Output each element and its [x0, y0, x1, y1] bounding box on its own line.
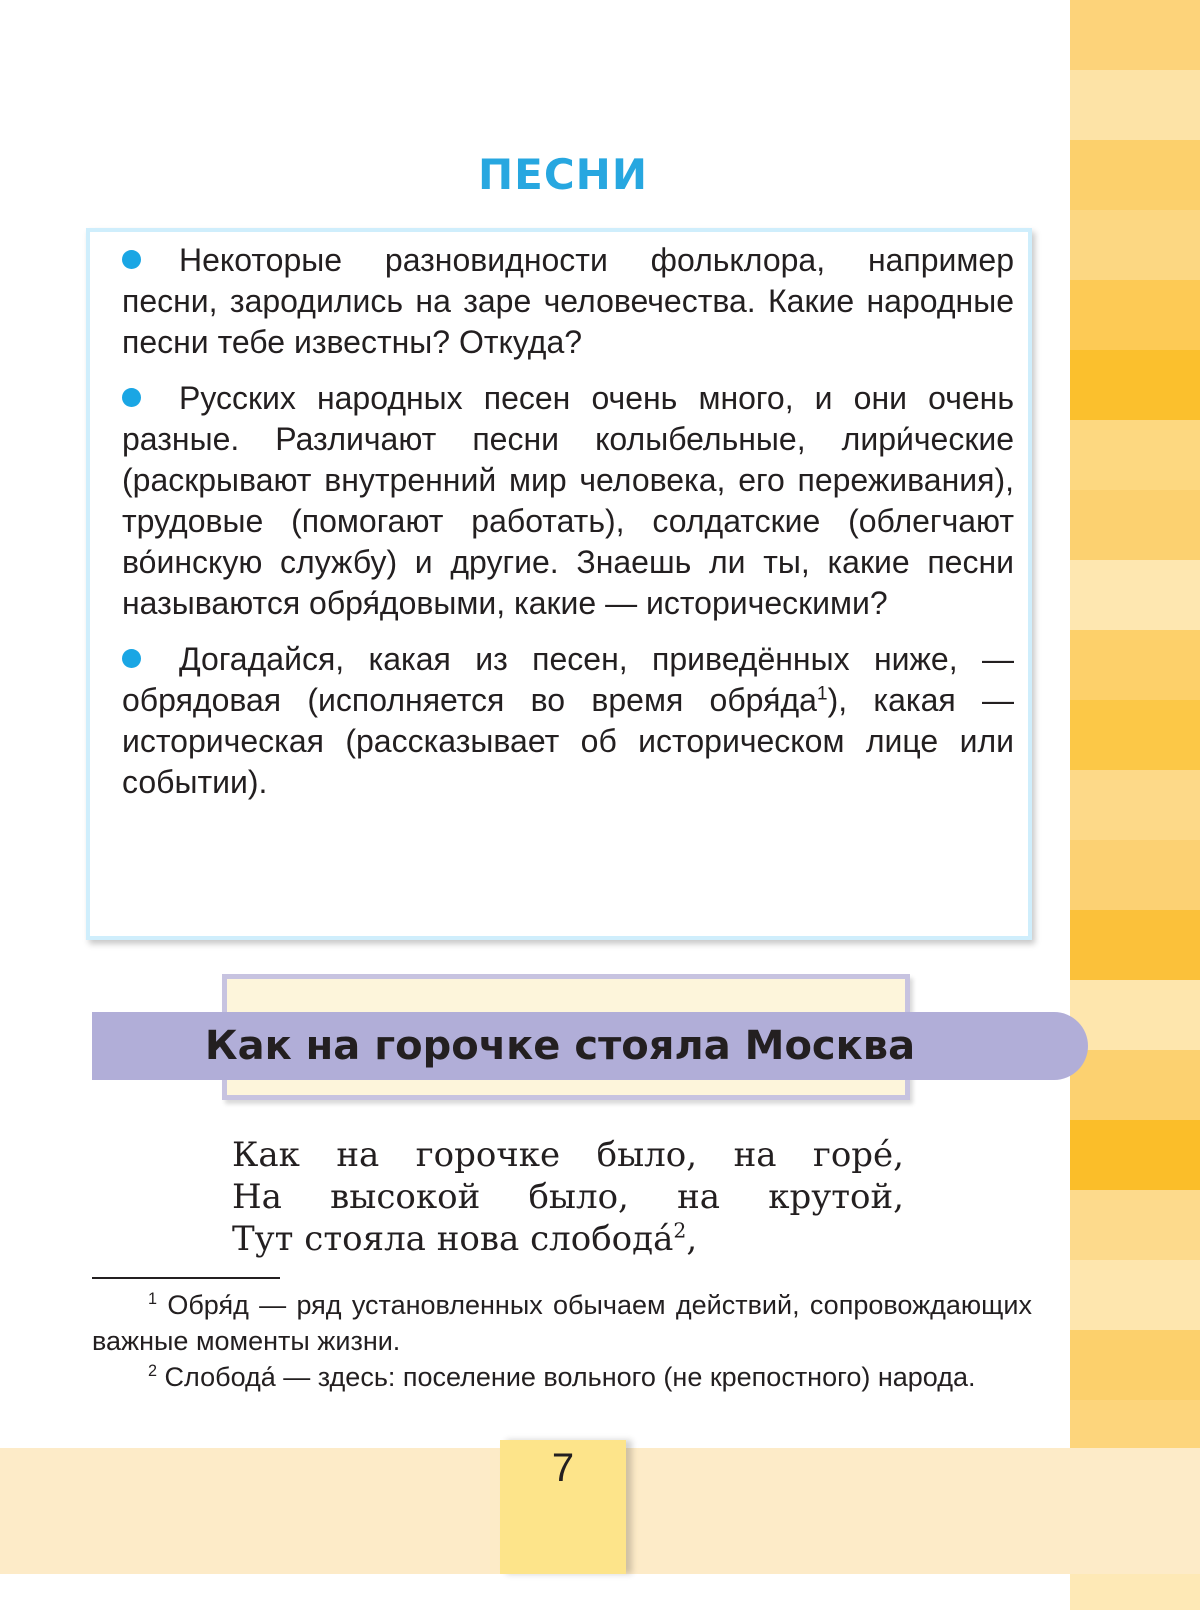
question-paragraph — [122, 378, 1014, 624]
stripe — [1070, 630, 1200, 700]
question-text: Некоторые разновидности фольклора, например песни, зародились на заре человечества. Какие народные песни тебе известны? Откуда? — [122, 242, 1014, 360]
stripe — [1070, 770, 1200, 840]
stripe — [1070, 980, 1200, 1050]
poem-line: Тут стояла нова слобода́$^2$, — [232, 1218, 698, 1259]
footnote-divider — [92, 1277, 280, 1279]
footnotes — [92, 1287, 1032, 1395]
question-paragraph — [122, 240, 1014, 363]
stripe — [1070, 840, 1200, 910]
question-text: Догадайся, какая из песен, приведённых ниже, — обрядовая (исполняется во время $обря́да^1$), какая — историческая (рассказывает об историческом лице или событии). — [122, 641, 1015, 800]
stripe — [1070, 70, 1200, 140]
bullet-icon — [122, 388, 141, 407]
section-title: ПЕСНИ — [478, 150, 648, 199]
stripe — [1070, 1190, 1200, 1260]
stripe — [1070, 560, 1200, 630]
footnote-number: 2 — [148, 1362, 158, 1380]
stripe — [1070, 280, 1200, 350]
stripe — [1070, 1050, 1200, 1120]
stripe — [1070, 490, 1200, 560]
poem — [232, 1134, 904, 1260]
page-number: 7 — [500, 1440, 626, 1574]
stripe — [1070, 350, 1200, 420]
stripe — [1070, 1330, 1200, 1400]
stripe — [1070, 1260, 1200, 1330]
question-text: Русских народных песен очень много, и они очень разные. Различают песни колыбельные, лири́ческие (раскрывают внутренний мир человека, его переживания), трудовые (помогают работать), солдатские (облегчают во́инскую службу) и другие. Знаешь ли ты, какие песни называются обря́довыми, какие — историческими? — [122, 380, 1014, 621]
poem-title: Как на горочке стояла Москва — [204, 1023, 916, 1069]
footnote: $^2$ Слобода́ — здесь: поселение вольного (не крепостного) народа. — [148, 1362, 976, 1392]
stripe — [1070, 420, 1200, 490]
bullet-icon — [122, 649, 141, 668]
stripe — [1070, 0, 1200, 70]
stripe — [1070, 700, 1200, 770]
poem-line: Как на горочке было, на горе́, — [232, 1135, 904, 1175]
poem-line: На высокой было, на крутой, — [232, 1177, 904, 1217]
decorative-stripes — [1070, 0, 1200, 1574]
stripe — [1070, 1120, 1200, 1190]
question-paragraph — [122, 639, 1014, 803]
stripe — [1070, 910, 1200, 980]
footnote-number: 1 — [148, 1290, 158, 1308]
footnote: $^1$ Обря́д — ряд установленных обычаем действий, сопровождающих важные моменты жизни. — [92, 1290, 1032, 1356]
footnote-ref: 2 — [673, 1218, 687, 1243]
stripe — [1070, 210, 1200, 280]
footnote-ref: 1 — [816, 683, 828, 705]
bullet-icon — [122, 250, 141, 269]
questions-box — [86, 228, 1032, 940]
